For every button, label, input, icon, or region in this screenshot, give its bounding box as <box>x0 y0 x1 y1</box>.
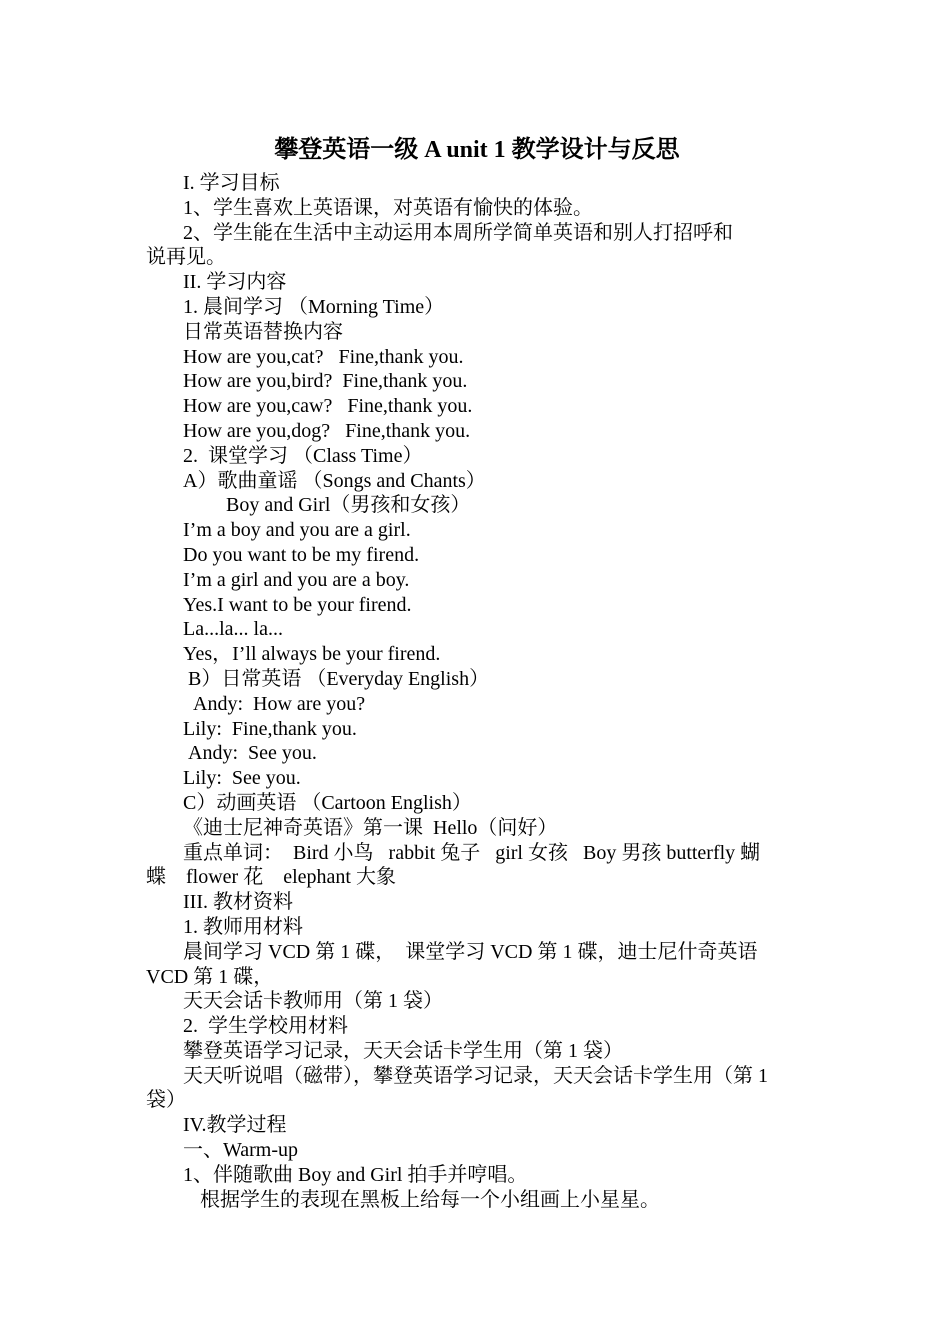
key-words-continued: 蝶 flower 花 elephant 大象 <box>146 866 396 889</box>
dialogue-line: How are you,cat? Fine,thank you. <box>183 345 464 368</box>
song-lyric-line: Yes.I want to be your firend. <box>183 593 412 616</box>
dialogue-andy: Andy: See you. <box>188 742 317 765</box>
teacher-materials-continued: VCD 第 1 碟， <box>146 965 274 988</box>
student-materials-continued: 袋） <box>146 1089 186 1112</box>
song-lyric-line: Do you want to be my firend. <box>183 543 420 566</box>
everyday-english-heading: B）日常英语 （Everyday English） <box>188 667 490 690</box>
songs-chants-heading: A）歌曲童谣 （Songs and Chants） <box>183 469 486 492</box>
song-title: Boy and Girl（男孩和女孩） <box>226 494 471 517</box>
dialogue-lily: Lily: See you. <box>183 767 301 790</box>
document-page <box>146 135 808 1212</box>
morning-time-heading: 1. 晨间学习 （Morning Time） <box>183 295 445 318</box>
dialogue-line: How are you,bird? Fine,thank you. <box>183 370 468 393</box>
dialogue-lily: Lily: Fine,thank you. <box>183 717 357 740</box>
student-materials-line: 攀登英语学习记录，天天会话卡学生用（第 1 袋） <box>183 1039 623 1062</box>
class-time-heading: 2. 课堂学习 （Class Time） <box>183 444 423 467</box>
song-lyric-line: I’m a boy and you are a girl. <box>183 519 411 542</box>
goal-item-1: 1、学生喜欢上英语课，对英语有愉快的体验。 <box>183 196 593 219</box>
goal-item-2: 2、学生能在生活中主动运用本周所学简单英语和别人打招呼和 <box>183 221 733 244</box>
song-lyric-line: Yes，I’ll always be your firend. <box>183 643 441 666</box>
student-materials-line: 天天听说唱（磁带），攀登英语学习记录，天天会话卡学生用（第 1 <box>183 1064 768 1087</box>
goal-item-2-continued: 说再见。 <box>146 246 226 269</box>
section-heading-goals: I. 学习目标 <box>183 172 280 194</box>
dialogue-line: How are you,dog? Fine,thank you. <box>183 419 471 442</box>
daily-english-label: 日常英语替换内容 <box>183 320 343 343</box>
song-lyric-line: I’m a girl and you are a boy. <box>183 568 410 591</box>
dialogue-line: How are you,caw? Fine,thank you. <box>183 395 473 418</box>
song-lyric-line: La...la... la... <box>183 618 283 641</box>
process-step: 1、伴随歌曲 Boy and Girl 拍手并哼唱。 <box>183 1163 528 1186</box>
dialogue-andy: Andy: How are you? <box>193 692 366 715</box>
student-materials-heading: 2. 学生学校用材料 <box>183 1015 348 1038</box>
warm-up-heading: 一、Warm-up <box>183 1139 299 1162</box>
section-heading-content: II. 学习内容 <box>183 271 287 294</box>
document-title: 攀登英语一级 A unit 1 教学设计与反思 <box>274 137 680 163</box>
section-heading-process: IV.教学过程 <box>183 1114 287 1137</box>
teacher-materials-heading: 1. 教师用材料 <box>183 915 303 938</box>
cartoon-english-heading: C）动画英语 （Cartoon English） <box>183 791 472 814</box>
cartoon-lesson: 《迪士尼神奇英语》第一课 Hello（问好） <box>183 816 558 839</box>
teacher-materials-line: 天天会话卡教师用（第 1 袋） <box>183 990 443 1013</box>
process-note: 根据学生的表现在黑板上给每一个小组画上小星星。 <box>200 1188 660 1211</box>
teacher-materials-line: 晨间学习 VCD 第 1 碟， 课堂学习 VCD 第 1 碟，迪士尼什奇英语 <box>183 940 758 963</box>
section-heading-materials: III. 教材资料 <box>183 891 293 914</box>
key-words: 重点单词： Bird 小鸟 rabbit 兔子 girl 女孩 Boy 男孩 butterfly 蝴 <box>183 841 761 864</box>
